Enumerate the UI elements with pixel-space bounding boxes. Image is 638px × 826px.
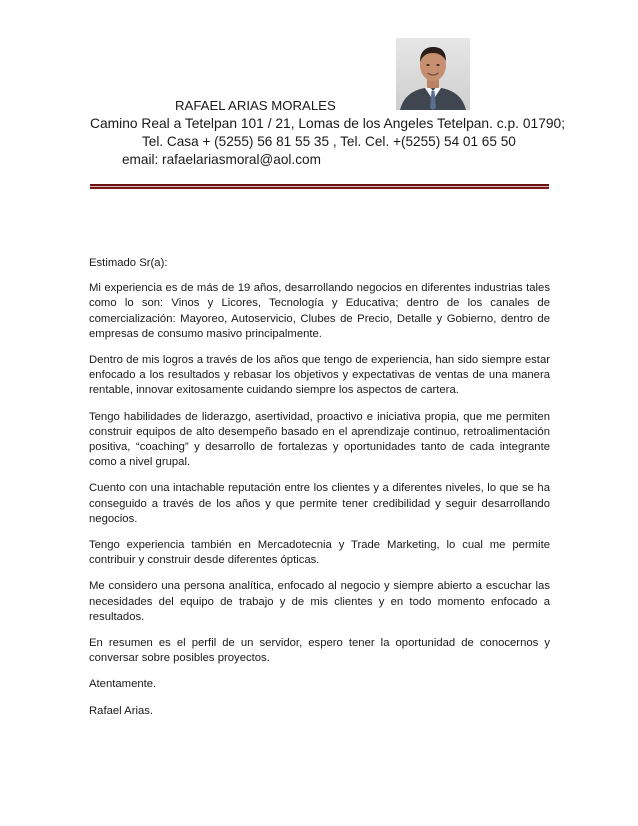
letter-body	[89, 256, 550, 730]
profile-photo	[396, 38, 470, 110]
letter-closing: Atentamente.	[89, 678, 157, 691]
sender-phones: Tel. Casa + (5255) 56 81 55 35 , Tel. Cel. +(5255) 54 01 65 50	[142, 134, 516, 149]
letter-paragraph: Tengo habilidades de liderazgo, asertividad, proactivo e iniciativa propia, que me permiten construir equipos de alto desempeño basado en el aprendizaje continuo, retroalimentación positiva, “coaching” y desarrollo de fortalezas y oportunidades tanto de cada integrante como a nivel grupal.	[89, 410, 550, 469]
letter-paragraph: Me considero una persona analítica, enfocado al negocio y siempre abierto a escuchar las necesidades del equipo de trabajo y de mis clientes y en todo momento enfocado a resultados.	[89, 580, 550, 623]
sender-name: RAFAEL ARIAS MORALES	[175, 98, 336, 113]
letter-paragraph: Tengo experiencia también en Mercadotecnia y Trade Marketing, lo cual me permite contribuir y construir desde diferentes ópticas.	[89, 539, 550, 567]
header-divider-lower	[90, 187, 549, 189]
letter-paragraph: Dentro de mis logros a través de los años que tengo de experiencia, han sido siempre estar enfocado a los resultados y rebasar los objetivos y expectativas de ventas de una manera rentable, innovar exitosamente cuidando siempre los aspectos de cartera.	[89, 354, 550, 397]
letter-paragraph: En resumen es el perfil de un servidor, espero tener la oportunidad de conocernos y conversar sobre posibles proyectos.	[89, 637, 550, 665]
sender-email: email: rafaelariasmoral@aol.com	[122, 152, 321, 167]
letter-paragraph: Cuento con una intachable reputación entre los clientes y a diferentes niveles, lo que se ha conseguido a través de los años y que permite tener credibilidad y seguir desarrollando negocios.	[89, 482, 550, 525]
letter-greeting: Estimado Sr(a):	[89, 257, 168, 269]
letter-paragraph: Mi experiencia es de más de 19 años, desarrollando negocios en diferentes industrias tales como lo son: Vinos y Licores, Tecnología y Educativa; dentro de los canales de comercialización: Mayoreo, Autoservicio, Clubes de Precio, Detalle y Gobierno, dentro de empresas de consumo masivo principalmente.	[89, 282, 550, 340]
sender-address: Camino Real a Tetelpan 101 / 21, Lomas de los Angeles Tetelpan. c.p. 01790;	[90, 116, 566, 131]
letter-signature: Rafael Arias.	[89, 704, 154, 717]
portrait-image	[396, 38, 470, 110]
